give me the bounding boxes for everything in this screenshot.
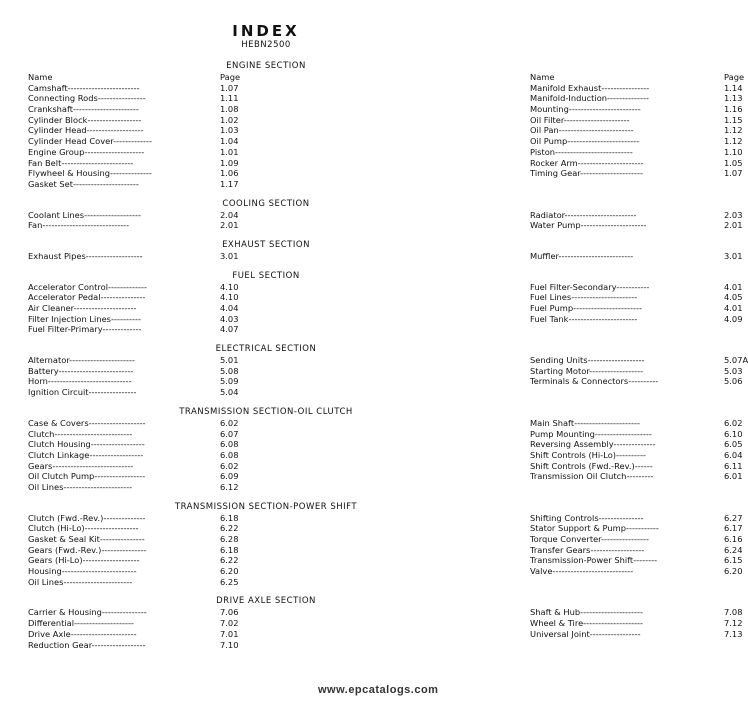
index-entry	[0, 355, 266, 366]
index-section	[0, 198, 743, 231]
entry-name: Radiator------------------------	[530, 209, 637, 220]
index-entry	[0, 83, 266, 94]
entry-name: Water Pump----------------------	[530, 220, 647, 231]
column-right	[266, 355, 748, 398]
entry-page: 5.04	[220, 387, 239, 398]
column-left	[0, 607, 266, 650]
entry-page: 1.09	[220, 157, 239, 168]
section-heading: EXHAUST SECTION	[222, 239, 310, 250]
entry-page: 6.20	[220, 566, 239, 577]
index-entry: Transfer Gears------------------ 6.24	[530, 544, 743, 555]
section-columns	[0, 209, 743, 231]
index-entry	[0, 168, 266, 179]
index-entry	[0, 210, 266, 221]
entry-name: Fuel Pump-----------------------	[530, 303, 642, 313]
entry-name: Fan Belt------------------------	[28, 157, 134, 168]
index-entry	[0, 629, 266, 640]
entry-page: 6.22	[220, 523, 239, 534]
entry-page: 1.11	[220, 93, 239, 104]
entry-name: Oil Lines-----------------------	[28, 576, 133, 587]
column-right	[266, 281, 743, 335]
column-left	[0, 418, 266, 493]
index-entry: Main Shaft---------------------- 6.02	[530, 417, 743, 428]
entry-name: Case & Covers-------------------	[28, 417, 146, 428]
entry-page: 1.08	[220, 104, 239, 115]
column-right	[266, 512, 743, 588]
index-entry: Rocker Arm---------------------- 1.05	[530, 157, 743, 168]
section-columns	[0, 72, 745, 190]
section-heading: COOLING SECTION	[222, 198, 310, 209]
entry-page: 1.03	[220, 125, 239, 136]
entry-page: 6.09	[220, 471, 239, 482]
entry-name: Cylinder Head Cover-------------	[28, 136, 153, 147]
entry-name: Pump Mounting-------------------	[530, 428, 652, 439]
index-entry	[0, 104, 266, 115]
column-left	[0, 251, 266, 262]
entry-name: Stator Support & Pump-----------	[530, 523, 659, 534]
index-entry	[0, 513, 266, 524]
entry-name: Fuel Lines----------------------	[530, 292, 638, 303]
entry-page: 6.08	[220, 449, 239, 460]
index-entry	[0, 115, 266, 126]
index-entry	[0, 179, 266, 190]
entry-name: Oil Lines-----------------------	[28, 481, 133, 492]
entry-page: 4.07	[220, 324, 239, 335]
entry-name: Sending Units-------------------	[530, 355, 645, 366]
entry-name: Manifold-Induction--------------	[530, 93, 649, 104]
column-left	[0, 210, 266, 231]
index-entry	[0, 429, 266, 440]
entry-name: Carrier & Housing---------------	[28, 607, 147, 618]
entry-name: Shift Controls (Fwd.-Rev.)------	[530, 460, 653, 471]
entry-name: Drive Axle----------------------	[28, 628, 137, 639]
entry-name: Clutch Housing------------------	[28, 439, 145, 450]
entry-name: Gasket & Seal Kit---------------	[28, 534, 145, 544]
entry-name: Reversing Assembly--------------	[530, 439, 656, 450]
section-columns	[0, 355, 748, 398]
section-heading: DRIVE AXLE SECTION	[216, 596, 316, 607]
index-entry: Valve--------------------------- 6.20	[530, 566, 743, 577]
index-entry	[0, 640, 266, 651]
entry-name: Oil Filter----------------------	[530, 114, 630, 125]
entry-page: 1.07	[220, 82, 239, 93]
entry-name: Oil Clutch Pump-----------------	[28, 471, 146, 482]
entry-page: 7.02	[220, 618, 239, 629]
index-entry	[0, 158, 266, 169]
entry-page: 5.01	[220, 355, 239, 366]
entry-page: 6.07	[220, 428, 239, 439]
entry-name: Gasket Set----------------------	[28, 178, 139, 189]
index-entry	[0, 251, 266, 262]
entry-page: 5.09	[220, 376, 239, 387]
index-entry: Wheel & Tire-------------------- 7.12	[530, 618, 743, 629]
index-entry	[0, 282, 266, 293]
index-entry	[0, 136, 266, 147]
entry-page: 4.03	[220, 313, 239, 324]
index-entry: Torque Converter---------------- 6.16	[530, 534, 743, 544]
index-entry	[0, 418, 266, 429]
index-entry: Manifold Exhaust---------------- 1.14	[530, 82, 743, 93]
index-entry	[0, 482, 266, 493]
index-sections	[0, 60, 748, 650]
index-section	[0, 343, 748, 398]
watermark: www.epcatalogs.com	[318, 684, 439, 696]
entry-name: Cylinder Block------------------	[28, 114, 142, 125]
column-right	[266, 72, 745, 190]
section-heading: ENGINE SECTION	[226, 61, 306, 71]
index-entry: Muffler------------------------- 3.01	[530, 250, 743, 261]
entry-name: Clutch--------------------------	[28, 428, 133, 439]
index-entry	[0, 147, 266, 158]
index-entry: Starting Motor------------------ 5.03	[530, 365, 743, 376]
entry-page: 3.01	[220, 250, 239, 261]
index-entry	[0, 523, 266, 534]
entry-page: 6.12	[220, 481, 239, 492]
column-left	[0, 282, 266, 335]
entry-name: Timing Gear---------------------	[530, 168, 644, 179]
entry-name: Transmission-Power Shift--------	[530, 555, 658, 566]
entry-page: 1.06	[220, 168, 239, 179]
entry-name: Starting Motor------------------	[530, 365, 644, 376]
entry-name: Valve---------------------------	[530, 566, 634, 577]
entry-page: 6.18	[220, 544, 239, 555]
index-entry: Oil Filter---------------------- 1.15	[530, 114, 743, 125]
entry-name: Shift Controls (Hi-Lo)----------	[530, 449, 646, 460]
entry-page: 1.04	[220, 136, 239, 147]
entry-name: Mounting------------------------	[530, 104, 641, 115]
entry-name: Transmission Oil Clutch---------	[530, 471, 654, 482]
index-entry: Universal Joint----------------- 7.13	[530, 628, 743, 639]
entry-page: 6.25	[220, 576, 239, 587]
index-entry: Stator Support & Pump----------- 6.17	[530, 523, 743, 534]
entry-name: Shaft & Hub---------------------	[530, 607, 644, 618]
entry-page: 7.06	[220, 607, 239, 618]
index-entry: Fuel Tank----------------------- 4.09	[530, 313, 743, 324]
index-section	[0, 406, 743, 493]
index-entry: Reversing Assembly-------------- 6.05	[530, 439, 743, 450]
entry-name: Fuel Filter-Secondary-----------	[530, 281, 650, 292]
entry-name: Oil Pan-------------------------	[530, 125, 634, 136]
entry-page: 1.02	[220, 114, 239, 125]
entry-name: Fan-----------------------------	[28, 220, 130, 231]
index-entry: Manifold-Induction-------------- 1.13	[530, 93, 743, 104]
index-entry	[0, 220, 266, 231]
column-left	[0, 513, 266, 588]
index-entry	[0, 618, 266, 629]
page-subtitle: HEBN2500	[241, 40, 291, 50]
entry-name: Rocker Arm----------------------	[530, 157, 644, 168]
section-columns	[0, 281, 743, 335]
index-entry	[0, 450, 266, 461]
entry-name: Wheel & Tire--------------------	[530, 618, 644, 629]
column-left	[0, 355, 266, 398]
entry-name: Connecting Rods----------------	[28, 93, 146, 104]
entry-name: Clutch (Hi-Lo)------------------	[28, 523, 139, 534]
section-heading: TRANSMISSION SECTION-POWER SHIFT	[174, 501, 358, 512]
entry-name: Gears---------------------------	[28, 460, 134, 471]
index-entry	[0, 324, 266, 335]
index-entry: Radiator------------------------ 2.03	[530, 209, 743, 220]
index-entry	[0, 314, 266, 325]
entry-name: Main Shaft----------------------	[530, 417, 640, 428]
index-entry: Fuel Filter-Secondary----------- 4.01	[530, 281, 743, 292]
column-header	[0, 72, 266, 83]
column-right	[266, 417, 743, 493]
index-entry: Shift Controls (Fwd.-Rev.)------ 6.11	[530, 460, 743, 471]
column-right	[266, 607, 743, 650]
index-entry	[0, 566, 266, 577]
entry-page: 5.08	[220, 365, 239, 376]
entry-name: Differential--------------------	[28, 618, 134, 629]
index-entry: Timing Gear--------------------- 1.07	[530, 168, 743, 179]
index-entry	[0, 555, 266, 566]
entry-name: Accelerator Control-------------	[28, 281, 147, 292]
entry-name: Fuel Tank-----------------------	[530, 313, 638, 324]
entry-page: 6.22	[220, 555, 239, 566]
index-entry: Oil Pan------------------------- 1.12	[530, 125, 743, 136]
index-section	[0, 270, 743, 335]
entry-name: Crankshaft----------------------	[28, 104, 139, 115]
entry-page: 1.01	[220, 146, 239, 157]
index-section	[0, 239, 743, 262]
index-section	[0, 60, 745, 190]
index-entry: Mounting------------------------ 1.16	[530, 104, 743, 115]
index-entry	[0, 461, 266, 472]
entry-name: Gears (Fwd.-Rev.)---------------	[28, 544, 147, 555]
entry-name: Accelerator Pedal---------------	[28, 292, 146, 303]
entry-name: Horn----------------------------	[28, 376, 132, 387]
column-header-page: Page	[220, 72, 241, 82]
entry-name: Torque Converter----------------	[530, 534, 649, 544]
index-entry	[0, 534, 266, 545]
index-entry: Piston-------------------------- 1.10	[530, 146, 743, 157]
index-entry	[0, 439, 266, 450]
entry-name: Fuel Filter-Primary-------------	[28, 324, 142, 335]
column-right	[266, 250, 743, 262]
entry-name: Engine Group--------------------	[28, 146, 145, 157]
entry-name: Battery-------------------------	[28, 365, 134, 376]
index-entry: Shaft & Hub--------------------- 7.08	[530, 607, 743, 618]
entry-page: 6.02	[220, 417, 239, 428]
entry-page: 6.18	[220, 512, 239, 523]
index-section	[0, 501, 743, 588]
index-entry: Water Pump---------------------- 2.01	[530, 220, 743, 231]
entry-name: Manifold Exhaust----------------	[530, 82, 650, 93]
entry-name: Cylinder Head-------------------	[28, 125, 144, 136]
entry-page: 7.01	[220, 628, 239, 639]
entry-name: Terminals & Connectors----------	[530, 376, 659, 387]
entry-name: Ignition Circuit----------------	[28, 387, 137, 398]
entry-name: Oil Pump------------------------	[530, 136, 640, 147]
entry-name: Piston--------------------------	[530, 146, 633, 157]
column-header: Name Page	[530, 72, 745, 82]
entry-name: Transfer Gears------------------	[530, 544, 645, 555]
entry-name: Gears (Hi-Lo)-------------------	[28, 555, 140, 566]
index-entry	[0, 471, 266, 482]
entry-name: Alternator----------------------	[28, 355, 136, 366]
section-heading: ELECTRICAL SECTION	[215, 344, 317, 355]
entry-page: 4.04	[220, 303, 239, 313]
entry-page: 6.28	[220, 534, 239, 544]
index-entry: Terminals & Connectors---------- 5.06	[530, 376, 743, 387]
entry-page: 6.08	[220, 439, 239, 450]
entry-name: Coolant Lines-------------------	[28, 209, 141, 220]
index-entry: Transmission Oil Clutch--------- 6.01	[530, 471, 743, 482]
section-columns	[0, 417, 743, 493]
index-entry: Sending Units------------------- 5.07A	[530, 355, 748, 366]
entry-name: Exhaust Pipes-------------------	[28, 250, 143, 261]
index-entry	[0, 303, 266, 314]
entry-name: Shifting Controls---------------	[530, 512, 644, 523]
index-entry: Fuel Pump----------------------- 4.01	[530, 303, 743, 313]
entry-page: 4.10	[220, 281, 239, 292]
entry-name: Universal Joint-----------------	[530, 628, 641, 639]
index-entry	[0, 366, 266, 377]
entry-name: Muffler-------------------------	[530, 250, 634, 261]
section-columns	[0, 250, 743, 262]
index-entry: Pump Mounting------------------- 6.10	[530, 428, 743, 439]
entry-page: 2.01	[220, 220, 239, 231]
index-entry	[0, 607, 266, 618]
index-entry: Oil Pump------------------------ 1.12	[530, 136, 743, 147]
entry-name: Flywheel & Housing--------------	[28, 168, 152, 179]
index-entry: Shifting Controls--------------- 6.27	[530, 512, 743, 523]
section-heading: TRANSMISSION SECTION-OIL CLUTCH	[179, 406, 353, 417]
column-right	[266, 209, 743, 231]
index-entry	[0, 387, 266, 398]
index-entry: Transmission-Power Shift-------- 6.15	[530, 555, 743, 566]
entry-name: Reduction Gear------------------	[28, 639, 146, 650]
entry-page: 6.02	[220, 460, 239, 471]
section-columns	[0, 512, 743, 588]
entry-name: Camshaft------------------------	[28, 82, 140, 93]
index-entry	[0, 577, 266, 588]
entry-page: 1.17	[220, 178, 239, 189]
column-header-name: Name	[530, 72, 555, 82]
column-left	[0, 72, 266, 190]
entry-page: 2.04	[220, 209, 239, 220]
entry-page: 4.10	[220, 292, 239, 303]
index-entry	[0, 125, 266, 136]
page-title: INDEX	[232, 22, 300, 40]
index-entry	[0, 545, 266, 556]
section-heading: FUEL SECTION	[232, 270, 300, 281]
index-entry	[0, 292, 266, 303]
index-entry: Shift Controls (Hi-Lo)---------- 6.04	[530, 449, 743, 460]
index-entry: Fuel Lines---------------------- 4.05	[530, 292, 743, 303]
entry-name: Air Cleaner---------------------	[28, 303, 137, 313]
entry-name: Clutch (Fwd.-Rev.)--------------	[28, 512, 146, 523]
index-entry	[0, 376, 266, 387]
index-section	[0, 595, 743, 650]
entry-name: Housing-------------------------	[28, 566, 137, 577]
section-columns	[0, 607, 743, 650]
entry-name: Filter Injection Lines----------	[28, 313, 141, 324]
index-entry	[0, 93, 266, 104]
entry-page: 7.10	[220, 639, 239, 650]
entry-name: Clutch Linkage------------------	[28, 449, 144, 460]
column-header-name: Name	[28, 72, 53, 82]
